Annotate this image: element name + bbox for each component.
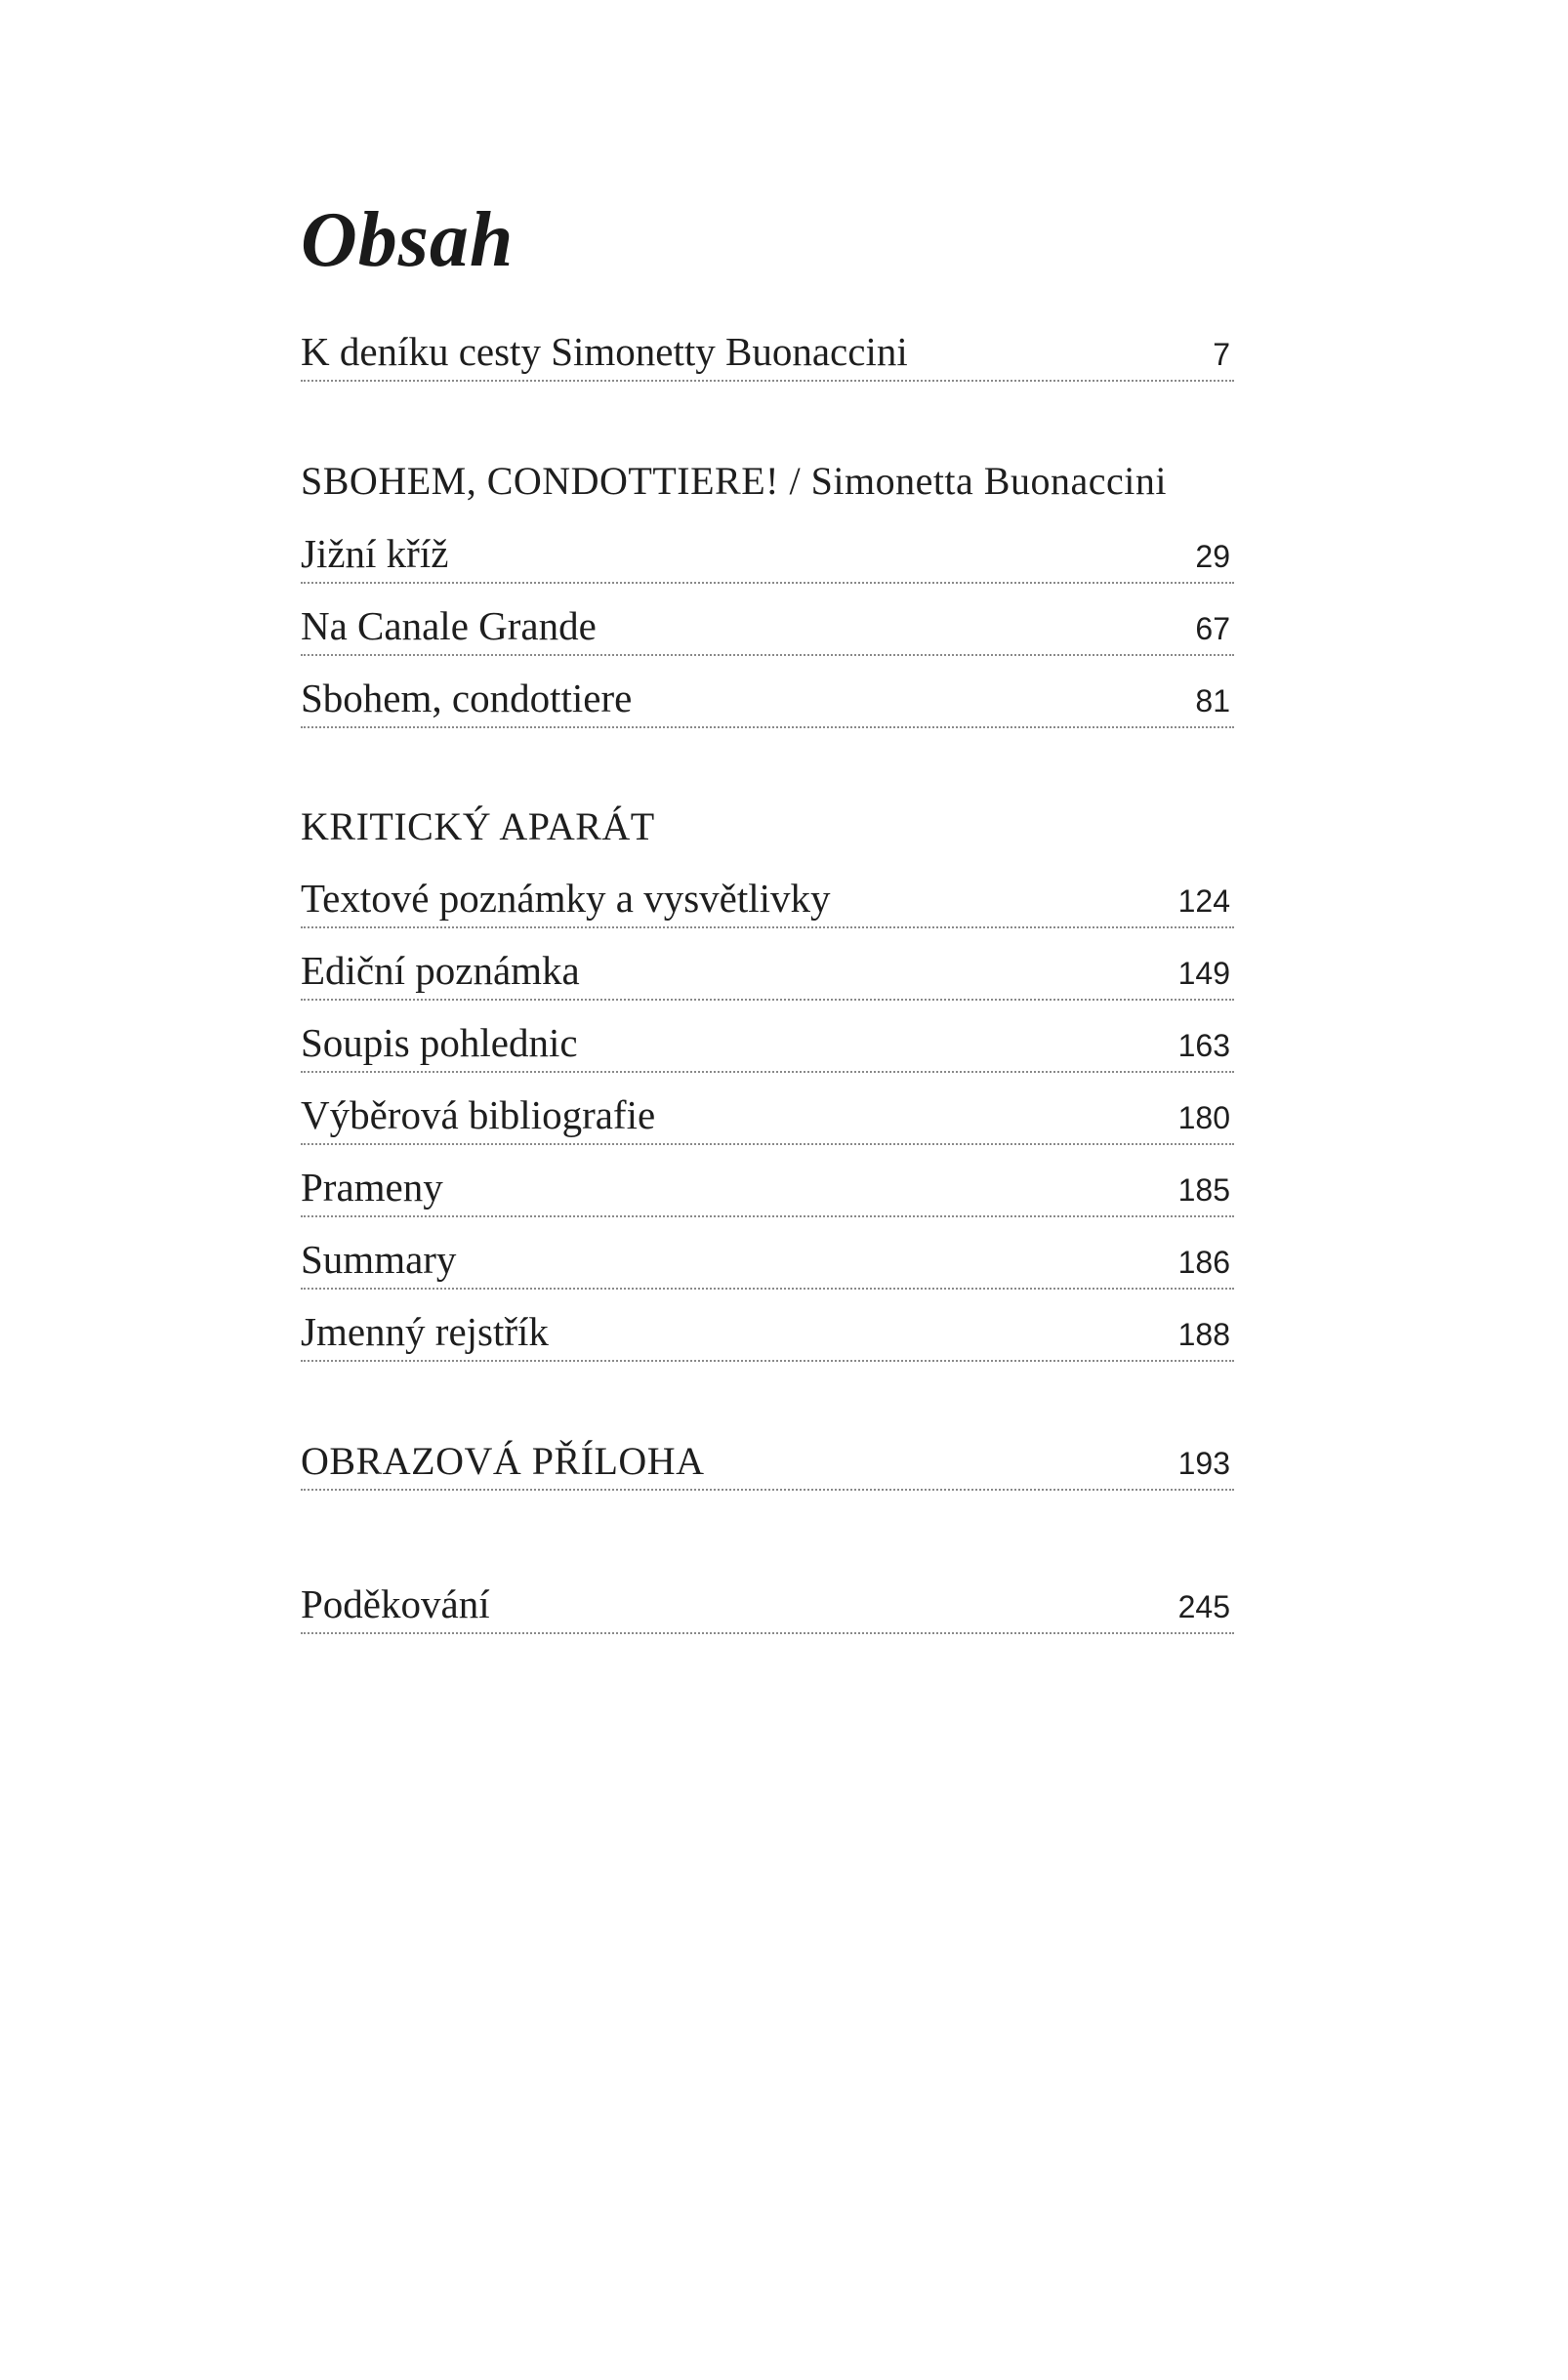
toc-entry-page: 29 <box>1195 539 1230 574</box>
toc-entry[interactable] <box>301 1231 1234 1290</box>
toc-entry[interactable] <box>301 597 1234 656</box>
toc-entry[interactable] <box>301 1014 1234 1073</box>
toc-entry-page: 185 <box>1177 1172 1230 1208</box>
toc-entry-label: K deníku cesty Simonetty Buonaccini <box>301 329 908 374</box>
toc-entry[interactable] <box>301 1087 1234 1145</box>
section-heading-label: SBOHEM, CONDOTTIERE! / Simonetta Buonaccini <box>301 459 1167 503</box>
toc-entry-page: 193 <box>1177 1446 1230 1481</box>
toc-entry-label: Jmenný rejstřík <box>301 1309 549 1354</box>
toc-entry-page: 245 <box>1177 1589 1230 1624</box>
toc-entry-page: 124 <box>1177 883 1230 919</box>
toc-entry-label: Prameny <box>301 1165 443 1210</box>
toc-entry-acknowledgements[interactable] <box>301 1576 1234 1634</box>
toc-entry[interactable] <box>301 670 1234 728</box>
toc-entry[interactable] <box>301 525 1234 584</box>
toc-entry-label: OBRAZOVÁ PŘÍLOHA <box>301 1439 705 1483</box>
toc-entry-intro[interactable] <box>301 323 1234 382</box>
toc-entry-appendix[interactable] <box>301 1432 1234 1491</box>
toc-entry[interactable] <box>301 1159 1234 1217</box>
section-heading-label: KRITICKÝ APARÁT <box>301 804 655 848</box>
page-title: Obsah <box>301 196 515 283</box>
toc-entry[interactable] <box>301 1303 1234 1362</box>
toc-entry-page: 188 <box>1177 1317 1230 1352</box>
toc-entry-label: Výběrová bibliografie <box>301 1092 656 1137</box>
toc-entry[interactable] <box>301 870 1234 928</box>
toc-entry-label: Summary <box>301 1237 457 1282</box>
toc-entry-page: 186 <box>1177 1245 1230 1280</box>
toc-entry-page: 7 <box>1213 337 1230 372</box>
toc-section-heading-part-two <box>301 798 1234 856</box>
toc-entry-label: Textové poznámky a vysvětlivky <box>301 876 831 921</box>
toc-entry-page: 81 <box>1195 683 1230 718</box>
toc-entry-page: 149 <box>1177 956 1230 991</box>
toc-entry-page: 180 <box>1177 1100 1230 1135</box>
toc-entry-page: 163 <box>1177 1028 1230 1063</box>
toc-entry-page: 67 <box>1195 611 1230 646</box>
toc-entry-label: Jižní kříž <box>301 531 449 576</box>
toc-entry-label: Ediční poznámka <box>301 948 580 993</box>
toc-entry-label: Sbohem, condottiere <box>301 676 633 720</box>
toc-section-heading-part-one <box>301 452 1234 511</box>
toc-entry-label: Na Canale Grande <box>301 603 597 648</box>
toc-entry[interactable] <box>301 942 1234 1001</box>
toc-entry-label: Poděkování <box>301 1581 490 1626</box>
toc-entry-label: Soupis pohlednic <box>301 1020 578 1065</box>
